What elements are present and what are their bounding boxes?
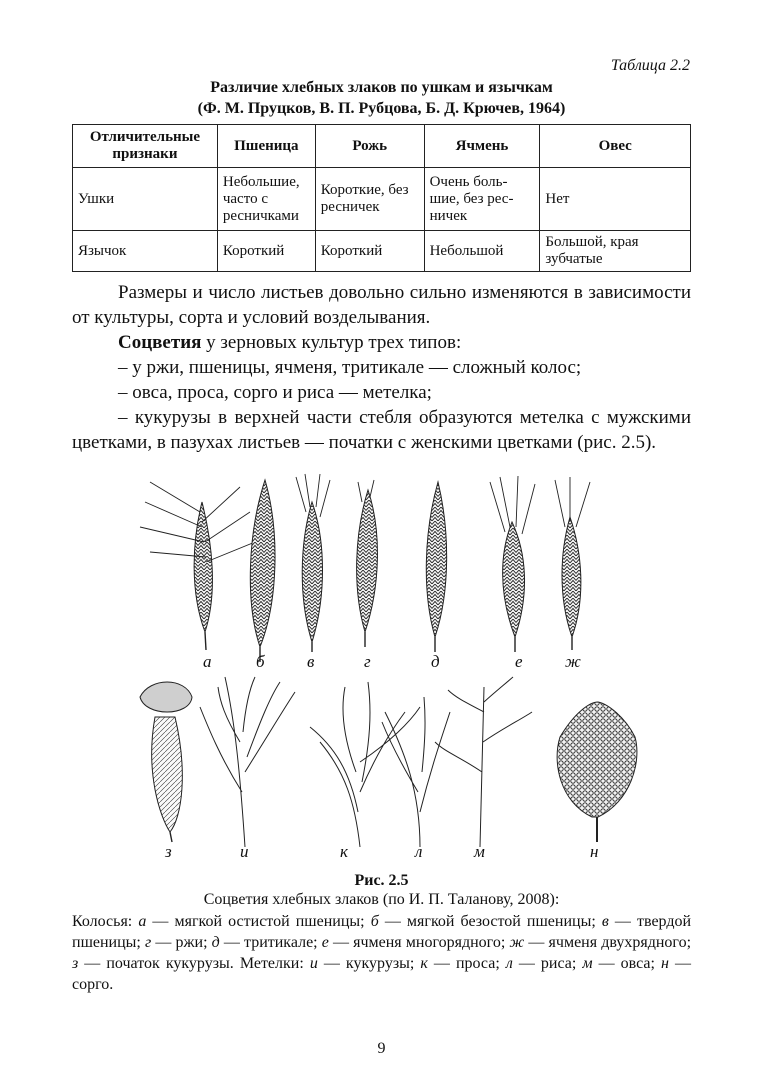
legend-text: — тритикале; [219, 934, 322, 951]
table-title: Различие хлебных злаков по ушкам и язычкам [210, 79, 553, 96]
legend-letter: л [505, 955, 513, 972]
paragraph: Размеры и число листьев довольно сильно изменяются в зависимости от культуры, сорта и условий возделывания. [72, 282, 691, 328]
page-number: 9 [377, 1040, 386, 1057]
header-barley: Ячмень [424, 125, 540, 168]
inflorescence-figure [120, 472, 660, 867]
legend-letter: н [661, 955, 669, 972]
sorghum-panicle-n [557, 702, 637, 842]
figure-title: Рис. 2.5 [354, 872, 409, 889]
legend-text: — кукурузы; [317, 955, 421, 972]
table-number: Таблица 2.2 [610, 57, 690, 74]
legend-text: — мягкой безостой пшеницы; [378, 913, 602, 930]
table-cell: Очень боль-шие, без рес-ничек [424, 168, 540, 231]
figure-label-a: а [203, 652, 212, 671]
figure-label-v: в [307, 652, 315, 671]
table-caption [0, 77, 763, 119]
list-item: – овса, проса, сорго и риса — метелка; [118, 382, 432, 403]
legend-letter: б [370, 913, 379, 930]
figure-label-n: н [590, 842, 599, 861]
figure-label-zh: ж [565, 652, 581, 671]
body-text [72, 280, 691, 455]
table-cell: Нет [540, 168, 691, 231]
figure-label-l: л [415, 842, 423, 861]
table-header-row [73, 125, 691, 168]
rice-panicle-l [382, 697, 450, 847]
legend-letter: г [145, 934, 152, 951]
legend-text: — овса; [592, 955, 662, 972]
legend-letter: и [309, 955, 318, 972]
figure-label-b: б [256, 652, 265, 671]
figure-subtitle: Соцветия хлебных злаков (по И. П. Таланову, 2008): [203, 891, 560, 908]
figure-label-i: и [240, 842, 249, 861]
figure-legend [72, 911, 691, 995]
paragraph [72, 330, 691, 355]
legend-text: — твердой пшеницы; [72, 913, 692, 951]
table-cell: Небольшой [424, 231, 540, 272]
legend-text: — ячменя двухрядного; [524, 934, 692, 951]
legend-letter: в [601, 913, 609, 930]
spike-d-triticale [426, 482, 446, 652]
table-cell: Ушки [73, 168, 218, 231]
corn-tassel-i [200, 677, 295, 847]
legend-text: — проса; [427, 955, 506, 972]
figure-label-e: е [515, 652, 523, 671]
legend-text: — мягкой остистой пшеницы; [146, 913, 371, 930]
legend-letter: ж [509, 934, 525, 951]
header-features: Отличительные признаки [73, 125, 218, 168]
figure-label-k: к [340, 842, 348, 861]
table-row [73, 168, 691, 231]
figure-label-d: д [431, 652, 440, 671]
paragraph-rest: у зерновых культур трех типов: [201, 332, 462, 353]
legend-text: — ржи; [151, 934, 212, 951]
header-rye: Рожь [315, 125, 424, 168]
spike-a-awned-soft-wheat [140, 482, 255, 650]
spike-g-rye [357, 480, 378, 647]
term-inflorescences: Соцветия [118, 332, 202, 353]
grain-comparison-table [72, 124, 691, 272]
spike-zh-two-row-barley [555, 477, 590, 650]
list-item: – кукурузы в верхней части стебля образуются метелка с мужскими цветками, в пазухах листьев — початки с женскими цветками (рис. 2.5). [72, 407, 691, 453]
spike-e-six-row-barley [490, 476, 535, 652]
legend-letter: д [211, 934, 220, 951]
header-wheat: Пшеница [217, 125, 315, 168]
spike-v-durum-wheat [296, 474, 330, 652]
legend-text: — початок кукурузы. Метелки: [78, 955, 310, 972]
millet-panicle-k [310, 682, 420, 847]
legend-letter: з [72, 955, 79, 972]
legend-text: — ячменя многорядного; [328, 934, 510, 951]
table-cell: Небольшие, часто с ресничками [217, 168, 315, 231]
figure-label-g: г [364, 652, 371, 671]
figure-label-m: м [474, 842, 485, 861]
spike-b-awnless-soft-wheat [250, 480, 275, 662]
legend-letter: м [582, 955, 593, 972]
legend-text: Колосья: [72, 913, 139, 930]
table-source: (Ф. М. Пруцков, В. П. Рубцова, Б. Д. Крючев, 1964) [197, 100, 566, 117]
table-cell: Короткий [315, 231, 424, 272]
legend-letter: а [138, 913, 147, 930]
figure-label-z: з [165, 842, 172, 861]
legend-letter: к [420, 955, 428, 972]
legend-text: — риса; [512, 955, 583, 972]
list-item: – у ржи, пшеницы, ячменя, тритикале — сложный колос; [118, 357, 582, 378]
table-cell: Короткие, без ресничек [315, 168, 424, 231]
header-oats: Овес [540, 125, 691, 168]
oat-panicle-m [435, 677, 532, 847]
table-row [73, 231, 691, 272]
table-cell: Язычок [73, 231, 218, 272]
legend-letter: е [321, 934, 329, 951]
table-cell: Большой, края зубчатые [540, 231, 691, 272]
table-cell: Короткий [217, 231, 315, 272]
corn-cob-z [140, 682, 192, 842]
legend-text: — сорго. [72, 955, 692, 993]
